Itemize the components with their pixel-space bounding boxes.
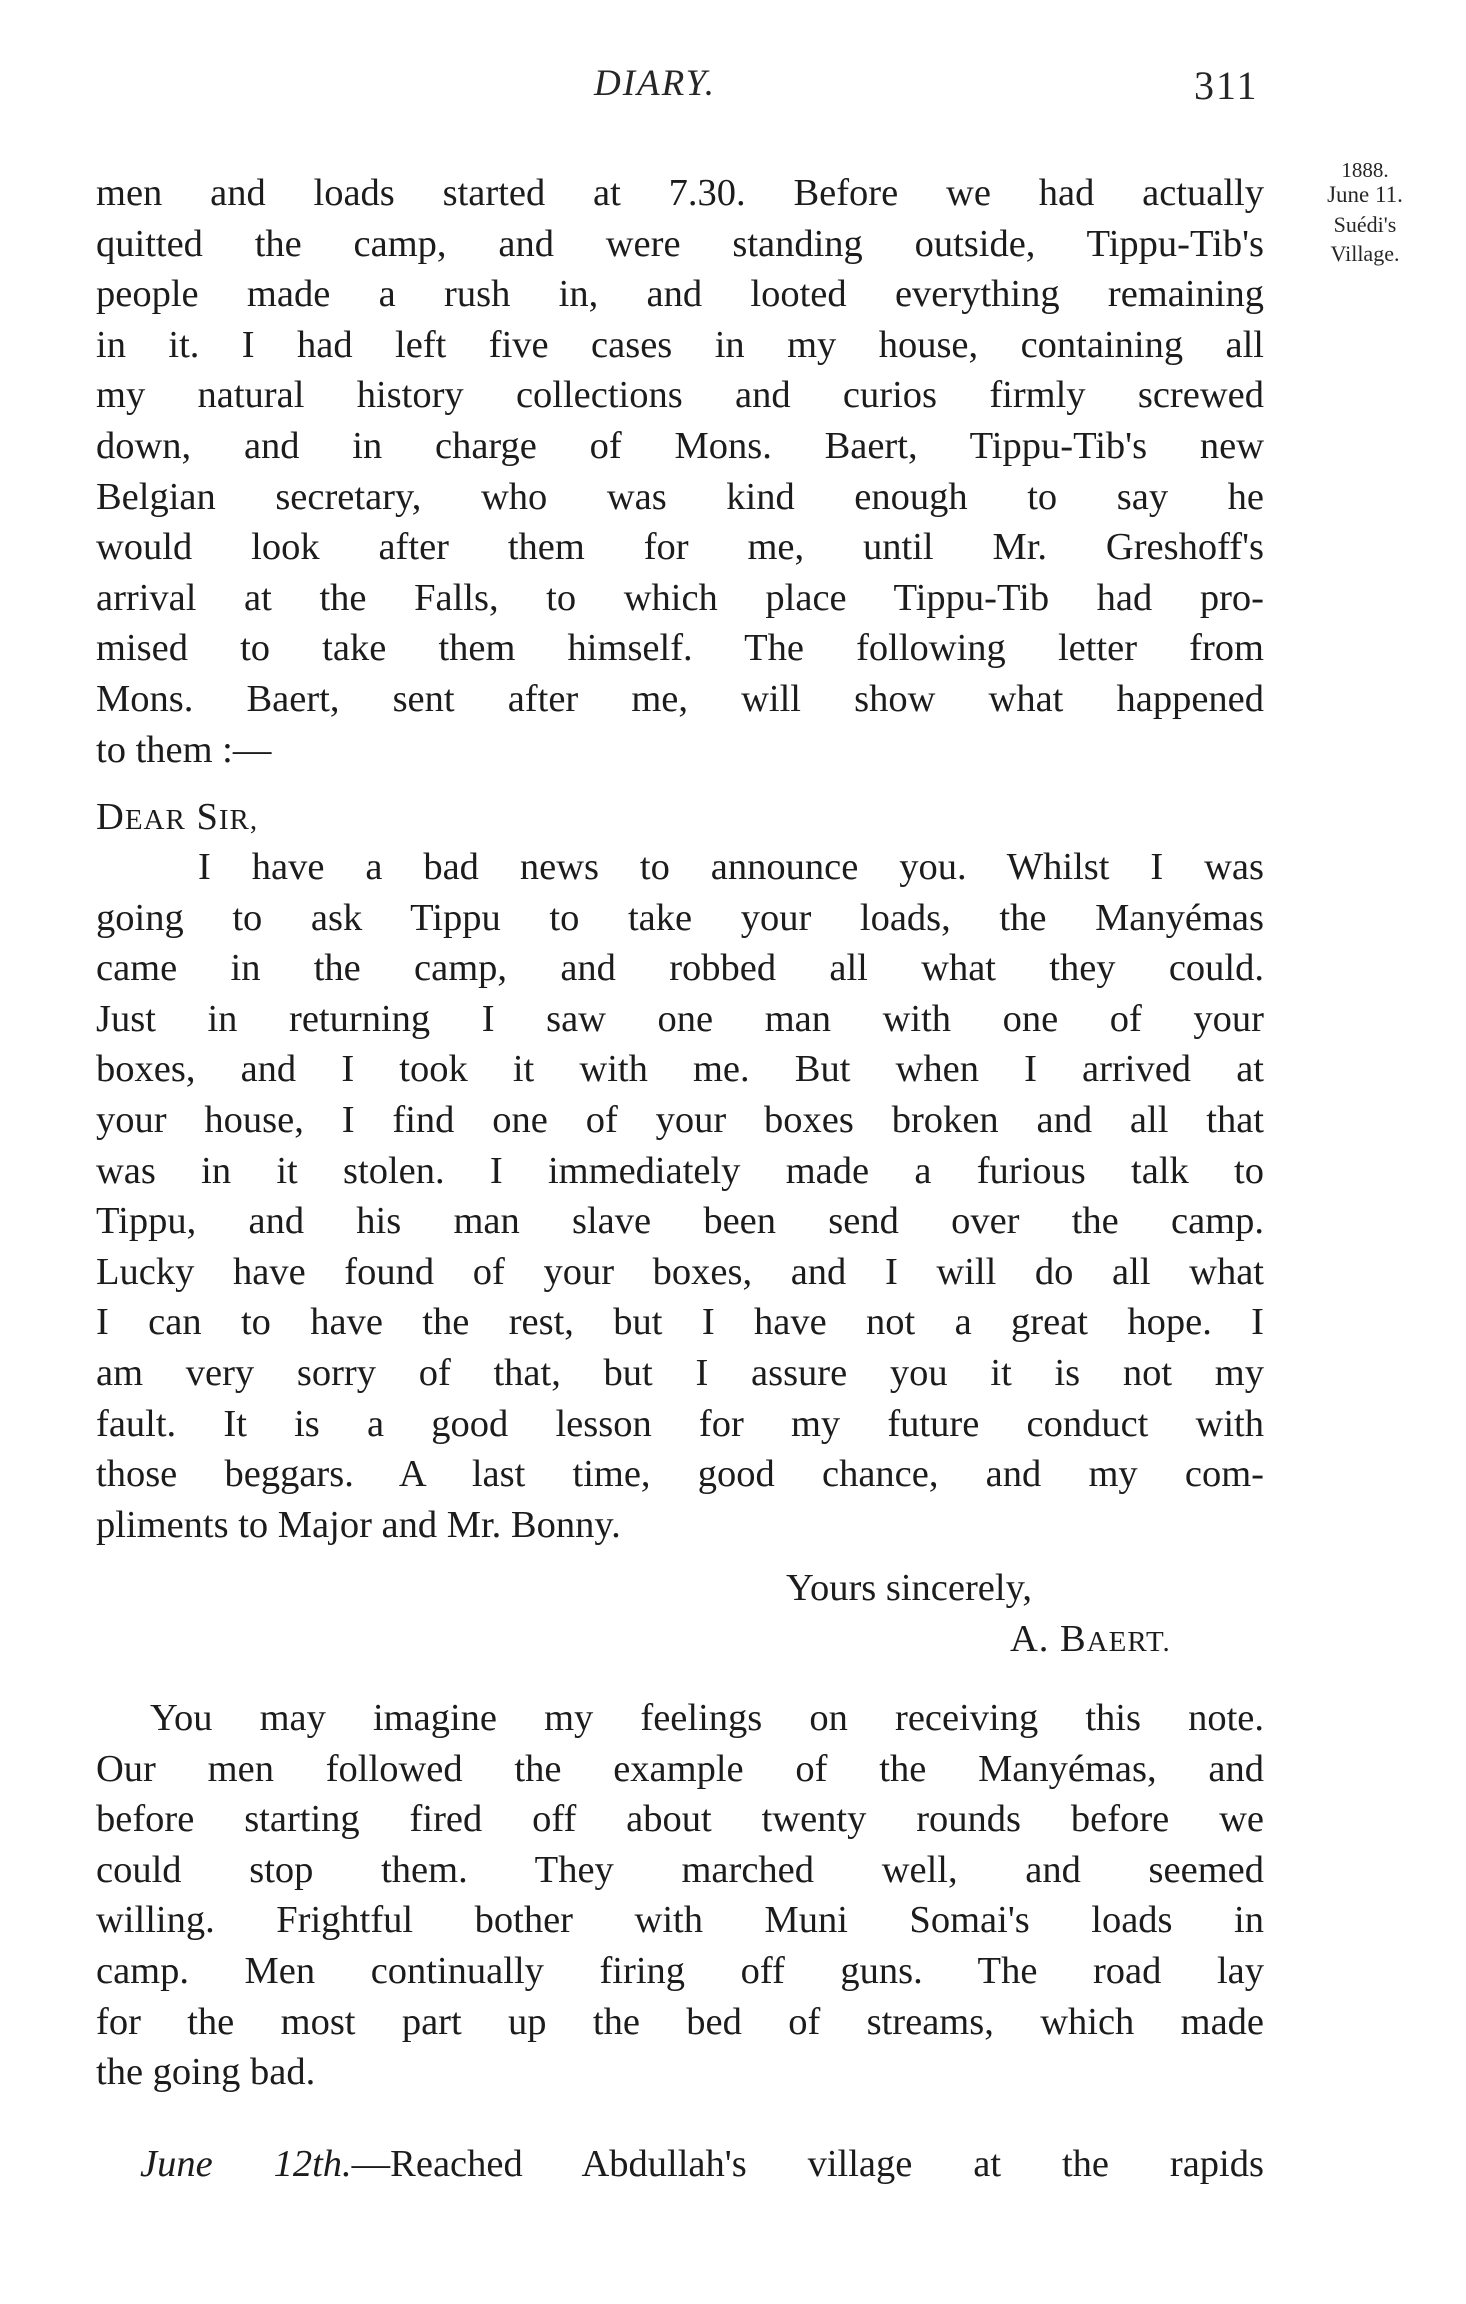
text-line: camp. Men continually firing off guns. The road lay xyxy=(96,1949,1264,1992)
entry-text: —Reached Abdullah's village at the rapids xyxy=(351,2143,1264,2185)
running-title: DIARY. xyxy=(594,63,717,104)
salutation-cap-2: S xyxy=(196,796,219,838)
page-number: 311 xyxy=(1194,63,1259,108)
text-line: quitted the camp, and were standing outside, Tippu-Tib's xyxy=(96,222,1264,265)
text-line: for the most part up the bed of streams, which made xyxy=(96,2000,1264,2043)
letter-line: I can to have the rest, but I have not a great hope. I xyxy=(96,1301,1264,1344)
diary-entry-june-12 xyxy=(140,2139,1264,2190)
text-line: before starting fired off about twenty rounds before we xyxy=(96,1798,1264,1841)
text-line: my natural history collections and curios firmly screwed xyxy=(96,374,1264,417)
text-line: to them :— xyxy=(96,728,272,771)
text-line: in it. I had left five cases in my house, containing all xyxy=(96,323,1264,366)
text-line: Our men followed the example of the Manyémas, and xyxy=(96,1747,1264,1790)
text-line: mised to take them himself. The following letter from xyxy=(96,627,1264,670)
letter-closing: Yours sincerely, xyxy=(786,1567,1032,1609)
paragraph-closing xyxy=(96,1693,1264,2098)
margin-note-place-1: Suédi's xyxy=(1333,212,1397,237)
signature-rest: AERT. xyxy=(1086,1626,1171,1658)
salutation-small-2: IR, xyxy=(218,804,259,836)
letter-line: came in the camp, and robbed all what they could. xyxy=(96,947,1264,990)
text-line: would look after them for me, until Mr. Greshoff's xyxy=(96,526,1264,569)
text-line: could stop them. They marched well, and seemed xyxy=(96,1848,1264,1891)
margin-note xyxy=(1300,158,1430,266)
signature-initial: A. B xyxy=(1010,1618,1087,1660)
text-line: people made a rush in, and looted everything remaining xyxy=(96,273,1264,316)
letter-line: fault. It is a good lesson for my future conduct with xyxy=(96,1402,1264,1445)
letter-line: Lucky have found of your boxes, and I will do all what xyxy=(96,1250,1264,1293)
text-line: the going bad. xyxy=(96,2051,316,2094)
letter-line: Tippu, and his man slave been send over the camp. xyxy=(96,1200,1264,1243)
letter-line: your house, I find one of your boxes broken and all that xyxy=(96,1098,1264,1141)
letter-line: going to ask Tippu to take your loads, the Manyémas xyxy=(96,896,1264,939)
letter-line: I have a bad news to announce you. Whilst I was xyxy=(198,846,1264,888)
margin-note-place-2: Village. xyxy=(1330,241,1400,266)
letter-line: pliments to Major and Mr. Bonny. xyxy=(96,1503,621,1546)
letter-salutation xyxy=(96,792,258,846)
text-line: willing. Frightful bother with Muni Somai's loads in xyxy=(96,1899,1264,1942)
text-line: Belgian secretary, who was kind enough to say he xyxy=(96,475,1264,518)
entry-date: June 12 xyxy=(140,2143,313,2185)
entry-date-suffix: th. xyxy=(312,2143,352,2185)
margin-note-year: 1888. xyxy=(1341,158,1389,182)
text-line: men and loads started at 7.30. Before we had actually xyxy=(96,172,1264,214)
letter-line: was in it stolen. I immediately made a furious talk to xyxy=(96,1149,1264,1192)
letter-body xyxy=(96,842,1264,1550)
text-line: You may imagine my feelings on receiving this note. xyxy=(150,1697,1264,1739)
letter-line: am very sorry of that, but I assure you it is not my xyxy=(96,1351,1264,1394)
salutation-small-1: EAR xyxy=(124,804,186,836)
text-line: arrival at the Falls, to which place Tippu-Tib had pro- xyxy=(96,576,1264,619)
letter-line: Just in returning I saw one man with one of your xyxy=(96,997,1264,1040)
text-line: Mons. Baert, sent after me, will show what happened xyxy=(96,677,1264,720)
text-line: down, and in charge of Mons. Baert, Tippu-Tib's new xyxy=(96,424,1264,467)
letter-line: boxes, and I took it with me. But when I arrived at xyxy=(96,1048,1264,1091)
margin-note-date: June 11. xyxy=(1327,182,1403,207)
letter-line: those beggars. A last time, good chance, and my com- xyxy=(96,1453,1264,1496)
letter-signature xyxy=(1010,1614,1171,1668)
salutation-cap-1: D xyxy=(96,796,125,838)
paragraph-opening xyxy=(96,168,1264,775)
